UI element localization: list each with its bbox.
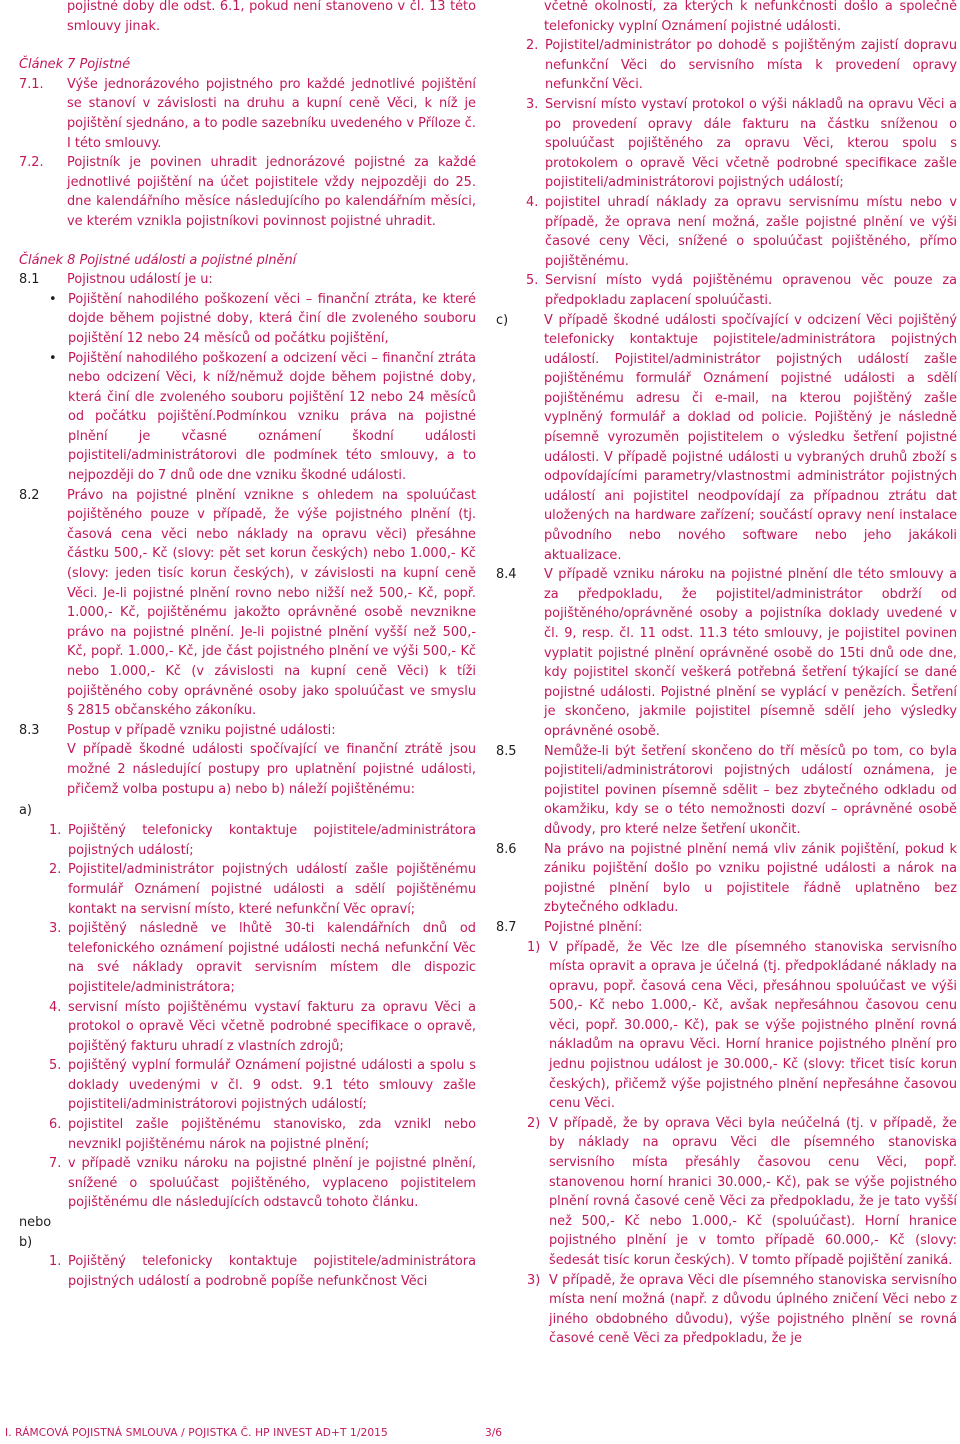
- list-item-text: V případě, že oprava Věci dle písemného stanoviska servisního místa není možná (např. z důvodu úplného zničení Věci nebo z jiného obdobného důvodu), výše pojistného plnění se rovná časové ceně Věci za předpokladu, že je: [549, 1272, 957, 1347]
- list-item: [19, 1056, 476, 1115]
- list-item-text: Pojištěný telefonicky kontaktuje pojistitele/administrátora pojistných událostí;: [68, 823, 476, 858]
- clause-7-1: [19, 75, 476, 153]
- list-item: [496, 1114, 957, 1271]
- continued-paragraph: včetně okolností, za kterých k nefunkčnosti došlo a společně telefonicky vyplní Oznámení pojistné události.: [544, 0, 957, 34]
- clause-8-7: [496, 918, 957, 938]
- list-item-text: Pojistitel/administrátor pojistných událostí zašle pojištěnému formulář Oznámení pojistné události a sdělí pojištěnému kontakt na servisní místo, které nefunkční Věc opraví;: [68, 862, 476, 917]
- list-item: [19, 1115, 476, 1154]
- clause-text: Na právo na pojistné plnění nemá vliv zánik pojištění, pokud k zániku pojištění došlo po vzniku pojistné události a nárok na pojistné plnění bylo u pojistitele řádně uplatněno bez zbytečného odkladu.: [544, 841, 957, 916]
- clause-number: 8.5: [496, 743, 517, 759]
- clause-text: V případě vzniku nároku na pojistné plnění dle této smlouvy a za předpokladu, že pojistitel/administrátor obdrží od pojištěného/oprávněné osoby a pojistníka doklady uvedené v čl. 9, resp. čl. 11 odst. 11.3 této smlouvy, je pojistitel povinen vyplatit pojistné plnění oprávněné osobě do 15ti dnů ode dne, kdy pojistitel skončí veškerá potřebná šetření týkající se dané pojistné události. Pojistné plnění se vyplácí v penězích. Šetření je skončeno, jakmile pojistitel písemně sdělí jeho výsledky oprávněné osobě.: [544, 567, 957, 739]
- clause-text: Výše jednorázového pojistného pro každé jednotlivé pojištění se stanoví v závislosti na druhu a kupní ceně Věci, k níž je pojištění sjednáno, a to podle sazebníku uvedeného v Příloze č. I této smlouvy.: [67, 76, 476, 151]
- clause-8-3: [19, 721, 476, 799]
- continued-paragraph: pojistné doby dle odst. 6.1, pokud není stanoveno v čl. 13 této smlouvy jinak.: [67, 0, 476, 34]
- list-item-number: 2.: [49, 862, 62, 878]
- clause-8-2: [19, 486, 476, 721]
- list-item: [496, 1271, 957, 1349]
- clause-7-2: [19, 153, 476, 231]
- list-item: [496, 193, 957, 271]
- list-item-number: 4.: [526, 194, 539, 210]
- right-column: [496, 0, 957, 1349]
- list-item: [19, 1154, 476, 1213]
- nebo-label: nebo: [19, 1215, 52, 1231]
- clause-number: 8.7: [496, 919, 517, 935]
- list-item-number: 1.: [49, 1254, 62, 1270]
- list-item-text: Servisní místo vystaví protokol o výši nákladů na opravu Věci a po provedení opravy dále fakturu na částku sníženou o spoluúčast pojištěného za opravu Věci, kterou spolu s protokolem o opravě Věci včetně podrobné specifikace zašle pojistiteli/administrátorovi pojistných událostí;: [545, 96, 957, 191]
- clause-number: 7.2.: [19, 155, 44, 171]
- list-item-number: 5.: [49, 1058, 62, 1074]
- left-column: [19, 0, 476, 1291]
- clause-text: Pojistník je povinen uhradit jednorázové pojistné za každé jednotlivé pojištění na účet pojistitele vždy nejpozději do 25. dne kalendářního měsíce následujícího po kalendářním měsíci, ve kterém vznikla pojistníkovi povinnost pojistné uhradit.: [67, 155, 476, 229]
- list-item: [19, 821, 476, 860]
- bullet-icon: •: [49, 291, 57, 307]
- bullet-icon: •: [49, 350, 57, 366]
- clause-number: 8.4: [496, 567, 517, 583]
- option-b-label: b): [19, 1234, 33, 1250]
- page-footer: [0, 1421, 960, 1443]
- list-item: [496, 938, 957, 1114]
- list-item: [496, 271, 957, 310]
- list-item-text: pojištěný následně ve lhůtě 30-ti kalendářních dnů od telefonického oznámení pojistné události nechá nefunkční Věc na své náklady opravit servisním místem dle dispozic pojistitele/administrátora;: [68, 921, 476, 995]
- bullet-item: • Pojištění nahodilého poškození věci – finanční ztráta, ke které dojde během pojistné doby, která činí dle zvoleného souboru pojištění 12 nebo 24 měsíců od počátku pojištění,: [19, 290, 476, 349]
- option-b-list: [19, 1252, 476, 1291]
- list-item-number: 6.: [49, 1117, 62, 1133]
- benefit-list: [496, 938, 957, 1349]
- list-item-number: 3): [527, 1272, 541, 1288]
- list-item-text: servisní místo pojištěnému vystaví fakturu za opravu Věci a protokol o opravě Věci včetně podrobné specifikace o opravě, pojištěný fakturu uhradí z vlastních zdrojů;: [68, 999, 476, 1054]
- list-item-number: 2.: [526, 38, 539, 54]
- clause-text: Pojistnou událostí je u:: [67, 272, 213, 288]
- list-item: [19, 998, 476, 1057]
- list-item-text: Pojistitel/administrátor po dohodě s pojištěným zajistí dopravu nefunkční Věci do servisního místa k provedení opravy nefunkční Věci.: [545, 38, 957, 93]
- clause-number: 8.3: [19, 722, 40, 738]
- list-item-number: 5.: [526, 273, 539, 289]
- list-item-text: pojištěný vyplní formulář Oznámení pojistné události a spolu s doklady uvedenými v čl. 9 odst. 9.1 této smlouvy zašle pojistiteli/administrátorovi pojistných událostí;: [68, 1058, 476, 1113]
- option-b-list-continued: [496, 36, 957, 310]
- clause-number: 8.6: [496, 841, 517, 857]
- clause-number: 7.1.: [19, 76, 44, 92]
- clause-text: Právo na pojistné plnění vznikne s ohledem na spoluúčast pojištěného pouze v případě, že výše pojistného plnění (tj. časová cena věci nebo náklady na opravu věci) přesáhne částku 500,- Kč (slovy: pět set korun českých) nebo 1.000,- Kč (slovy: jeden tisíc korun českých), v závislosti na kupní ceně Věci. Je-li pojistné plnění rovno nebo nižší než 500,- Kč, popř. 1.000,- Kč, pojištěnému jakožto oprávněné osobě nevznikne právo na pojistné plnění. Je-li pojistné plnění vyšší než 500,- Kč, popř. 1.000,- Kč, jde část pojistného plnění ve výši 500,- Kč nebo 1.000,- Kč (v závislosti na kupní ceně Věci) k tíži pojištěného coby oprávněné osoby jako spoluúčast ve smyslu § 2815 občanského zákoníku.: [67, 487, 476, 719]
- list-item: [496, 95, 957, 193]
- option-c: [496, 311, 957, 566]
- option-c-text: V případě škodné události spočívající v odcizení Věci pojištěný telefonicky kontaktuje pojistitele/administrátora pojistných událostí. Pojistitel/administrátor pojistných událostí zašle pojištěnému formulář Oznámení pojistné události a sdělí pojištěnému adresu či e-mail, na kterou pojištěný zašle vyplněný formulář a doklad od policie. Pojištěný je následně písemně vyrozuměn pojistitelem o výsledku šetření pojistné události. V případě pojistné události u vybraných druhů zboží s odpovídajícími parametry/vlastnostmi administrátor pojistných událostí ani pojistitel neodpovídají za případnou ztrátu dat uložených na hardware zařízení; součástí opravy není instalace původního nebo nového software nebo jeho jakákoli aktualizace.: [544, 312, 957, 563]
- list-item-text: V případě, že by oprava Věci byla neúčelná (tj. v případě, že by náklady na opravu Věci dle písemného stanoviska servisního místa přesáhly časovou cenu Věci, popř. stanovenou horní hranici 30.000,- Kč), pak se výše pojistného plnění rovná časové ceně Věci za předpokladu, že je tato vyšší než 500,- Kč nebo 1.000,- Kč (spoluúčast). Horní hranice pojistného plnění je v tomto případě 60.000,- Kč (slovy: šedesát tisíc korun českých). V tomto případě pojištění zaniká.: [549, 1115, 957, 1268]
- list-item: [496, 36, 957, 95]
- list-item-number: 7.: [49, 1156, 62, 1172]
- footer-title: I. RÁMCOVÁ POJISTNÁ SMLOUVA / POJISTKA Č. HP INVEST AD+T 1/2015: [5, 1427, 388, 1439]
- clause-8-4: [496, 565, 957, 741]
- list-item: [19, 860, 476, 919]
- list-item-number: 4.: [49, 999, 62, 1015]
- article-7-title: Článek 7 Pojistné: [19, 57, 131, 73]
- bullet-item: • Pojištění nahodilého poškození a odcizení věci – finanční ztráta nebo odcizení Věci, k níž/němuž dojde během pojistné doby, která činí dle zvoleného souboru pojištění 12 nebo 24 měsíců od počátku pojištění.Podmínkou vzniku práva na pojistné plnění je včasné oznámení škodní události pojistiteli/administrátorovi dle podmínek této smlouvy, a to nejpozději do 7 dnů ode dne vzniku škodné události.: [19, 349, 476, 486]
- list-item-number: 3.: [526, 96, 539, 112]
- list-item-text: V případě, že Věc lze dle písemného stanoviska servisního místa opravit a oprava je účelná (tj. předpokládané náklady na opravu, popř. časová cena Věci, přesáhnou spoluúčast ve výši 500,- Kč nebo 1.000,- Kč, avšak nepřesáhnou časovou cenu věci, popř. 30.000,- Kč), pak se výše pojistného plnění rovná nákladům na opravu Věci. Horní hranice pojistného plnění pro jednu pojistnou událost je 30.000,- Kč (slovy: třicet tisíc korun českých), přičemž výše pojistného plnění nepřesáhne časovou cenu Věci.: [549, 939, 957, 1112]
- clause-text: Postup v případě vzniku pojistné události: V případě škodné události spočívající ve finanční ztrátě jsou možné 2 následující postupy pro uplatnění pojistné události, přičemž volba postupu a) nebo b) náleží pojištěnému:: [67, 722, 476, 797]
- list-item-text: Pojištěný telefonicky kontaktuje pojistitele/administrátora pojistných událostí a podrobně popíše nefunkčnost Věci: [68, 1254, 476, 1289]
- clause-8-1: [19, 270, 476, 290]
- clause-number: 8.1: [19, 272, 40, 288]
- list-item-number: 2): [527, 1115, 541, 1131]
- list-item-text: Servisní místo vydá pojištěnému opravenou věc pouze za předpokladu zaplacení spoluúčasti.: [545, 273, 957, 308]
- page-number: 3/6: [485, 1427, 503, 1439]
- option-a-label: a): [19, 803, 32, 819]
- list-item-number: 1): [527, 939, 541, 955]
- list-item-text: v případě vzniku nároku na pojistné plnění je pojistné plnění, snížené o spoluúčast pojištěného, vyplaceno pojistitelem pojištěnému dle následujících odstavců tohoto článku.: [68, 1156, 476, 1211]
- option-c-label: c): [496, 312, 509, 328]
- list-item: [19, 1252, 476, 1291]
- clause-number: 8.2: [19, 487, 40, 503]
- list-item-text: pojistitel zašle pojištěnému stanovisko, zda vznikl nebo nevznikl pojištěnému nárok na pojistné plnění;: [68, 1117, 476, 1152]
- list-item-text: pojistitel uhradí náklady za opravu servisnímu místu nebo v případě, že oprava není možná, zašle pojistné plnění ve výši časové ceny Věci, snížené o spoluúčast pojištěného, přímo pojištěnému.: [545, 194, 957, 269]
- list-item: [19, 919, 476, 997]
- option-a-list: [19, 821, 476, 1213]
- clause-8-5: [496, 742, 957, 840]
- list-item-number: 1.: [49, 823, 62, 839]
- clause-text: Nemůže-li být šetření skončeno do tří měsíců po tom, co byla pojistiteli/administrátorovi pojistných událostí oznámena, je pojistitel povinen písemně sdělit – bez zbytečného odkladu od okamžiku, kdy se o této nemožnosti dozví – oprávněné osobě důvody, pro které nelze šetření ukončit.: [544, 743, 957, 837]
- clause-8-6: [496, 840, 957, 918]
- article-8-title: Článek 8 Pojistné události a pojistné plnění: [19, 252, 297, 268]
- clause-text: Pojistné plnění:: [544, 919, 643, 935]
- list-item-number: 3.: [49, 921, 62, 937]
